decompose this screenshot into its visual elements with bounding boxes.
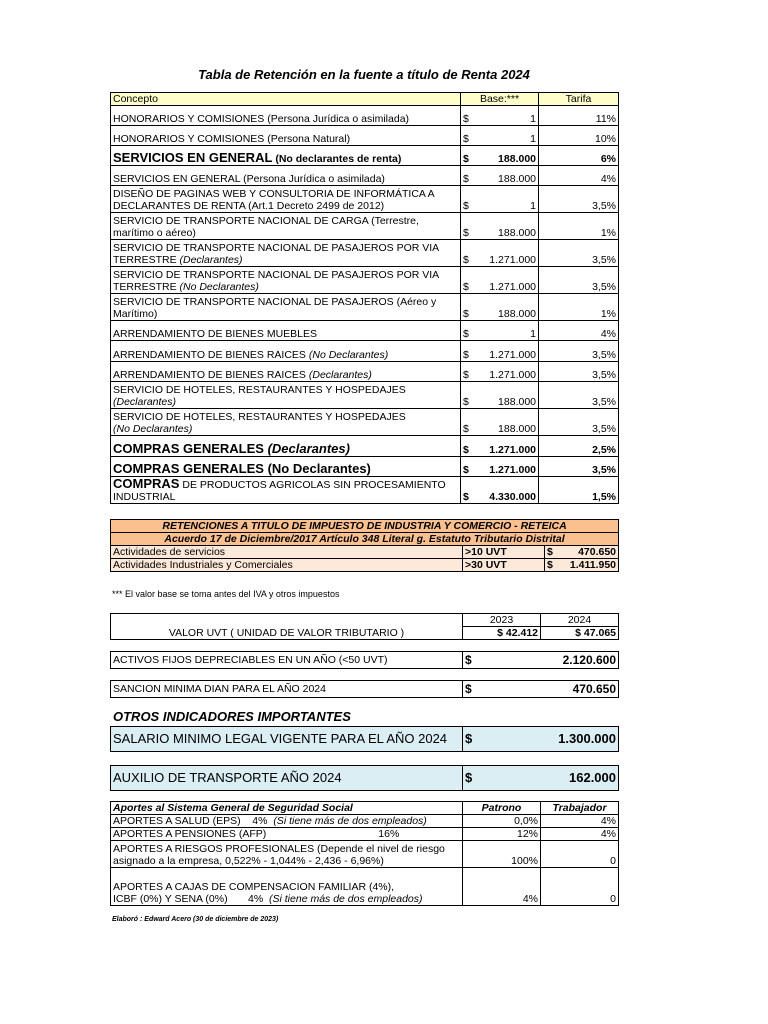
tarifa-cell: 1,5% bbox=[539, 477, 619, 504]
reteica-value: 1.411.950 bbox=[557, 559, 619, 572]
table-row bbox=[111, 362, 619, 382]
table-row bbox=[111, 436, 619, 457]
base-cell: 1.271.000 bbox=[473, 457, 539, 477]
currency-cell: $ bbox=[461, 457, 473, 477]
concepto-sub: (No Declarantes) bbox=[179, 281, 259, 293]
concepto-cell: HONORARIOS Y COMISIONES (Persona Natural) bbox=[111, 126, 461, 146]
riesgos-trabajador: 0 bbox=[541, 841, 619, 868]
tarifa-cell: 3,5% bbox=[539, 362, 619, 382]
currency-cell: $ bbox=[461, 267, 473, 294]
currency-cell: $ bbox=[461, 477, 473, 504]
concepto-sub: (Declarantes) bbox=[113, 396, 177, 408]
currency-cell: $ bbox=[461, 240, 473, 267]
header-concepto: Concepto bbox=[111, 93, 461, 106]
concepto-cell bbox=[111, 409, 461, 436]
reteica-subtitle: Acuerdo 17 de Diciembre/2017 Artículo 348 Literal g. Estatuto Tributario Distrital bbox=[111, 533, 619, 546]
riesgos-label: APORTES A RIESGOS PROFESIONALES (Depende el nivel de riesgo asignado a la empresa, 0,522% - 1,044% - 2,436 - 6,96%) bbox=[111, 841, 463, 868]
activos-label: ACTIVOS FIJOS DEPRECIABLES EN UN AÑO (<50 UVT) bbox=[111, 652, 463, 669]
concepto-cell: SERVICIO DE TRANSPORTE NACIONAL DE PASAJEROS (Aéreo y Marítimo) bbox=[111, 294, 461, 321]
currency-cell: $ bbox=[461, 321, 473, 341]
pensiones-trabajador: 4% bbox=[541, 828, 619, 841]
tarifa-cell: 4% bbox=[539, 321, 619, 341]
reteica-value: 470.650 bbox=[557, 546, 619, 559]
concepto-cell bbox=[111, 457, 461, 477]
reteica-label: Actividades de servicios bbox=[111, 546, 463, 559]
concepto-main: COMPRAS bbox=[113, 476, 180, 491]
concepto-sub: (No Declarantes) bbox=[308, 349, 389, 361]
tarifa-cell: 10% bbox=[539, 126, 619, 146]
base-cell: 188.000 bbox=[473, 409, 539, 436]
currency-cell: $ bbox=[461, 106, 473, 126]
base-cell: 1.271.000 bbox=[473, 267, 539, 294]
table-row bbox=[111, 477, 619, 504]
uvt-year-2024: 2024 bbox=[541, 614, 619, 627]
concepto-cell bbox=[111, 341, 461, 362]
concepto-main: SERVICIO DE HOTELES, RESTAURANTES Y HOSPEDAJES bbox=[113, 384, 406, 396]
table-row bbox=[111, 321, 619, 341]
seguridad-header: Aportes al Sistema General de Seguridad Social bbox=[111, 802, 463, 815]
table-row bbox=[111, 546, 619, 559]
col-trabajador: Trabajador bbox=[541, 802, 619, 815]
cajas-trabajador: 0 bbox=[541, 868, 619, 906]
tarifa-cell: 3,5% bbox=[539, 267, 619, 294]
base-cell: 1.271.000 bbox=[473, 362, 539, 382]
uvt-label: VALOR UVT ( UNIDAD DE VALOR TRIBUTARIO ) bbox=[111, 614, 463, 640]
currency-cell: $ bbox=[461, 341, 473, 362]
concepto-sub: (Declarantes) bbox=[179, 254, 243, 266]
cajas-patrono: 4% bbox=[463, 868, 541, 906]
uvt-table bbox=[110, 613, 619, 640]
concepto-cell: DISEÑO DE PAGINAS WEB Y CONSULTORIA DE INFORMÁTICA A DECLARANTES DE RENTA (Art.1 Decreto 2499 de 2012) bbox=[111, 186, 461, 213]
table-row bbox=[111, 146, 619, 166]
base-cell: 1.271.000 bbox=[473, 341, 539, 362]
auxilio-value: 162.000 bbox=[477, 766, 619, 791]
auxilio-row bbox=[111, 766, 619, 791]
salud-patrono: 0,0% bbox=[463, 815, 541, 828]
table-row bbox=[111, 828, 619, 841]
concepto-sub: (Declarantes) bbox=[308, 369, 372, 381]
salud-note: (Si tiene más de dos empleados) bbox=[273, 815, 427, 827]
salario-table bbox=[110, 726, 619, 752]
concepto-main: SERVICIO DE TRANSPORTE NACIONAL DE PASAJEROS POR VIA TERRESTRE bbox=[113, 269, 439, 293]
tarifa-cell: 1% bbox=[539, 213, 619, 240]
footer-credit: Elaboró : Edward Acero (30 de diciembre de 2023) bbox=[112, 916, 279, 923]
concepto-cell: HONORARIOS Y COMISIONES (Persona Jurídica o asimilada) bbox=[111, 106, 461, 126]
concepto-cell bbox=[111, 267, 461, 294]
concepto-main: SERVICIO DE HOTELES, RESTAURANTES Y HOSPEDAJES bbox=[113, 411, 406, 423]
base-cell: 1.271.000 bbox=[473, 436, 539, 457]
currency-cell: $ bbox=[463, 766, 477, 791]
concepto-cell bbox=[111, 382, 461, 409]
currency-cell: $ bbox=[461, 382, 473, 409]
concepto-sub: (No declarantes de renta) bbox=[272, 153, 402, 165]
salud-label-cell bbox=[111, 815, 463, 828]
reteica-table bbox=[110, 519, 619, 572]
table-row bbox=[111, 106, 619, 126]
concepto-main: SERVICIOS EN GENERAL bbox=[113, 150, 273, 165]
concepto-cell: ARRENDAMIENTO DE BIENES MUEBLES bbox=[111, 321, 461, 341]
tarifa-cell: 3,5% bbox=[539, 409, 619, 436]
reteica-label: Actividades Industriales y Comerciales bbox=[111, 559, 463, 572]
tarifa-cell: 3,5% bbox=[539, 382, 619, 409]
concepto-main: SERVICIO DE TRANSPORTE NACIONAL DE PASAJEROS POR VIA TERRESTRE bbox=[113, 242, 439, 266]
auxilio-table bbox=[110, 765, 619, 791]
currency-cell: $ bbox=[461, 436, 473, 457]
col-patrono: Patrono bbox=[463, 802, 541, 815]
currency-cell: $ bbox=[461, 126, 473, 146]
cajas-pct: 4% bbox=[247, 893, 264, 905]
concepto-sub: (No Declarantes) bbox=[267, 461, 371, 476]
reteica-title-row bbox=[111, 520, 619, 533]
activos-value: 2.120.600 bbox=[477, 652, 619, 669]
salud-trabajador: 4% bbox=[541, 815, 619, 828]
concepto-cell bbox=[111, 240, 461, 267]
table-row bbox=[111, 341, 619, 362]
currency-cell: $ bbox=[461, 409, 473, 436]
concepto-cell bbox=[111, 477, 461, 504]
concepto-main: ARRENDAMIENTO DE BIENES RAICES bbox=[113, 349, 309, 361]
salud-label: APORTES A SALUD (EPS) bbox=[113, 815, 241, 827]
header-base: Base:*** bbox=[461, 93, 539, 106]
base-note: *** El valor base se toma antes del IVA y otros impuestos bbox=[112, 589, 340, 599]
table-row bbox=[111, 166, 619, 186]
table-row bbox=[111, 294, 619, 321]
otros-indicadores-title: OTROS INDICADORES IMPORTANTES bbox=[113, 709, 351, 724]
concepto-cell: SERVICIOS EN GENERAL (Persona Jurídica o asimilada) bbox=[111, 166, 461, 186]
currency-cell: $ bbox=[461, 166, 473, 186]
activos-table bbox=[110, 651, 619, 669]
auxilio-label: AUXILIO DE TRANSPORTE AÑO 2024 bbox=[111, 766, 463, 791]
table-row bbox=[111, 240, 619, 267]
currency-cell: $ bbox=[463, 727, 477, 752]
salario-row bbox=[111, 727, 619, 752]
concepto-main: COMPRAS GENERALES bbox=[113, 461, 268, 476]
concepto-sub: DE PRODUCTOS AGRICOLAS SIN PROCESAMIENTO INDUSTRIAL bbox=[113, 479, 446, 503]
pensiones-pct: 16% bbox=[378, 828, 400, 840]
page-title: Tabla de Retención en la fuente a título de Renta 2024 bbox=[198, 67, 530, 82]
currency-cell: $ bbox=[461, 362, 473, 382]
base-cell: 4.330.000 bbox=[473, 477, 539, 504]
currency-cell: $ bbox=[461, 213, 473, 240]
table-row bbox=[111, 382, 619, 409]
base-cell: 1.271.000 bbox=[473, 240, 539, 267]
salud-pct: 4% bbox=[252, 815, 268, 827]
table-row bbox=[111, 841, 619, 868]
tarifa-cell: 3,5% bbox=[539, 457, 619, 477]
table-row bbox=[111, 409, 619, 436]
tarifa-cell: 3,5% bbox=[539, 186, 619, 213]
reteica-subtitle-row bbox=[111, 533, 619, 546]
base-cell: 1 bbox=[473, 106, 539, 126]
sancion-table bbox=[110, 680, 619, 698]
riesgos-patrono: 100% bbox=[463, 841, 541, 868]
base-cell: 188.000 bbox=[473, 213, 539, 240]
sancion-value: 470.650 bbox=[477, 681, 619, 698]
uvt-value-2024: $ 47.065 bbox=[541, 627, 619, 640]
salario-value: 1.300.000 bbox=[477, 727, 619, 752]
currency-cell: $ bbox=[545, 559, 557, 572]
table-row bbox=[111, 868, 619, 906]
cajas-label-cell bbox=[111, 868, 463, 906]
currency-cell: $ bbox=[461, 294, 473, 321]
concepto-main: COMPRAS GENERALES bbox=[113, 441, 268, 456]
currency-cell: $ bbox=[545, 546, 557, 559]
base-cell: 1 bbox=[473, 186, 539, 213]
reteica-uvt: >30 UVT bbox=[463, 559, 545, 572]
reteica-uvt: >10 UVT bbox=[463, 546, 545, 559]
retencion-table bbox=[110, 92, 619, 504]
base-cell: 188.000 bbox=[473, 166, 539, 186]
concepto-main: ARRENDAMIENTO DE BIENES RAICES bbox=[113, 369, 309, 381]
base-cell: 1 bbox=[473, 321, 539, 341]
concepto-sub: (No Declarantes) bbox=[113, 423, 193, 435]
table-row bbox=[111, 559, 619, 572]
table-row bbox=[111, 213, 619, 240]
salario-label: SALARIO MINIMO LEGAL VIGENTE PARA EL AÑO 2024 bbox=[111, 727, 463, 752]
tarifa-cell: 1% bbox=[539, 294, 619, 321]
base-cell: 188.000 bbox=[473, 294, 539, 321]
concepto-cell: SERVICIO DE TRANSPORTE NACIONAL DE CARGA (Terrestre, marítimo o aéreo) bbox=[111, 213, 461, 240]
concepto-sub: (Declarantes) bbox=[267, 441, 350, 456]
base-cell: 188.000 bbox=[473, 146, 539, 166]
uvt-years-row bbox=[111, 614, 619, 627]
tarifa-cell: 2,5% bbox=[539, 436, 619, 457]
currency-cell: $ bbox=[461, 186, 473, 213]
currency-cell: $ bbox=[461, 146, 473, 166]
tarifa-cell: 3,5% bbox=[539, 240, 619, 267]
seguridad-header-row bbox=[111, 802, 619, 815]
pensiones-label: APORTES A PENSIONES (AFP) bbox=[113, 828, 267, 840]
uvt-year-2023: 2023 bbox=[463, 614, 541, 627]
sancion-label: SANCION MINIMA DIAN PARA EL AÑO 2024 bbox=[111, 681, 463, 698]
table-row bbox=[111, 186, 619, 213]
table-row bbox=[111, 267, 619, 294]
cajas-note: (Si tiene más de dos empleados) bbox=[269, 893, 423, 905]
tarifa-cell: 3,5% bbox=[539, 341, 619, 362]
tarifa-cell: 6% bbox=[539, 146, 619, 166]
base-cell: 188.000 bbox=[473, 382, 539, 409]
base-cell: 1 bbox=[473, 126, 539, 146]
uvt-value-2023: $ 42.412 bbox=[463, 627, 541, 640]
tarifa-cell: 4% bbox=[539, 166, 619, 186]
table-row bbox=[111, 815, 619, 828]
pensiones-label-cell bbox=[111, 828, 463, 841]
concepto-cell bbox=[111, 362, 461, 382]
currency-cell: $ bbox=[463, 652, 477, 669]
sancion-row bbox=[111, 681, 619, 698]
tarifa-cell: 11% bbox=[539, 106, 619, 126]
cajas-label-a: APORTES A CAJAS DE COMPENSACION FAMILIAR (4%), bbox=[113, 881, 395, 893]
pensiones-patrono: 12% bbox=[463, 828, 541, 841]
table-row bbox=[111, 457, 619, 477]
activos-row bbox=[111, 652, 619, 669]
seguridad-social-table bbox=[110, 801, 619, 906]
retencion-header-row bbox=[111, 93, 619, 106]
concepto-cell bbox=[111, 436, 461, 457]
concepto-cell bbox=[111, 146, 461, 166]
currency-cell: $ bbox=[463, 681, 477, 698]
cajas-label-b: ICBF (0%) Y SENA (0%) bbox=[113, 893, 228, 905]
table-row bbox=[111, 126, 619, 146]
header-tarifa: Tarifa bbox=[539, 93, 619, 106]
reteica-title: RETENCIONES A TITULO DE IMPUESTO DE INDUSTRIA Y COMERCIO - RETEICA bbox=[111, 520, 619, 533]
